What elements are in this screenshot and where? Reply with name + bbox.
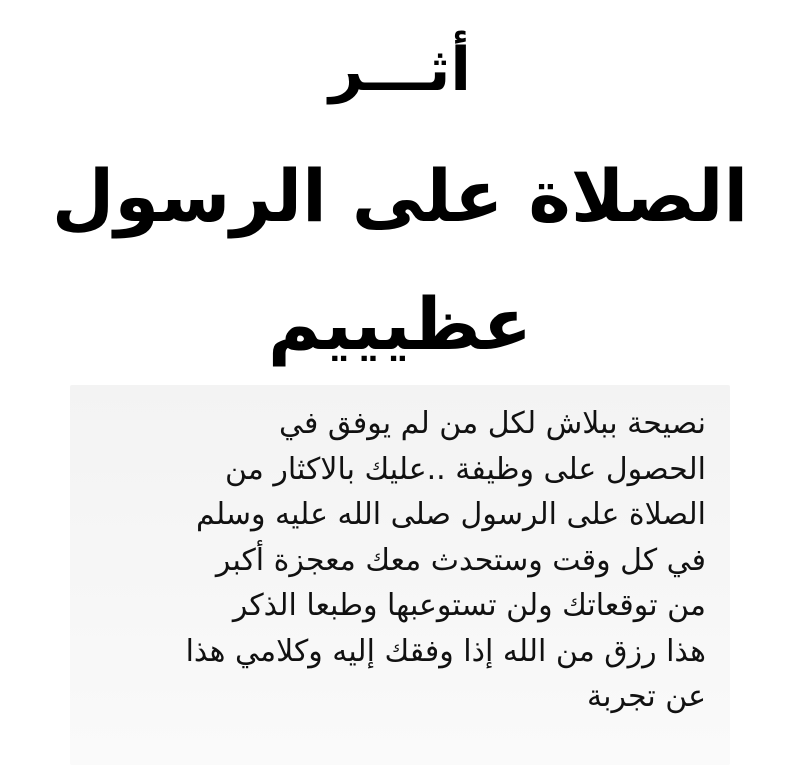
advice-line: عن تجربة bbox=[587, 679, 706, 714]
advice-line: نصيحة ببلاش لكل من لم يوفق في bbox=[278, 406, 706, 441]
title-line-2: الصلاة على الرسول bbox=[51, 154, 749, 238]
advice-box bbox=[70, 385, 730, 765]
advice-line: الصلاة على الرسول صلى الله عليه وسلم bbox=[195, 497, 706, 532]
title-line-3: عظيييم bbox=[268, 282, 532, 366]
advice-line: في كل وقت وستحدث معك معجزة أكبر bbox=[215, 542, 706, 578]
title-line-1: أثـــر bbox=[329, 35, 471, 105]
advice-paragraph bbox=[66, 401, 706, 720]
advice-line: الحصول على وظيفة ..عليك بالاكثار من bbox=[224, 451, 706, 487]
advice-line: من توقعاتك ولن تستوعبها وطبعا الذكر bbox=[232, 588, 706, 623]
advice-line: هذا رزق من الله إذا وفقك إليه وكلامي هذا bbox=[185, 633, 706, 669]
